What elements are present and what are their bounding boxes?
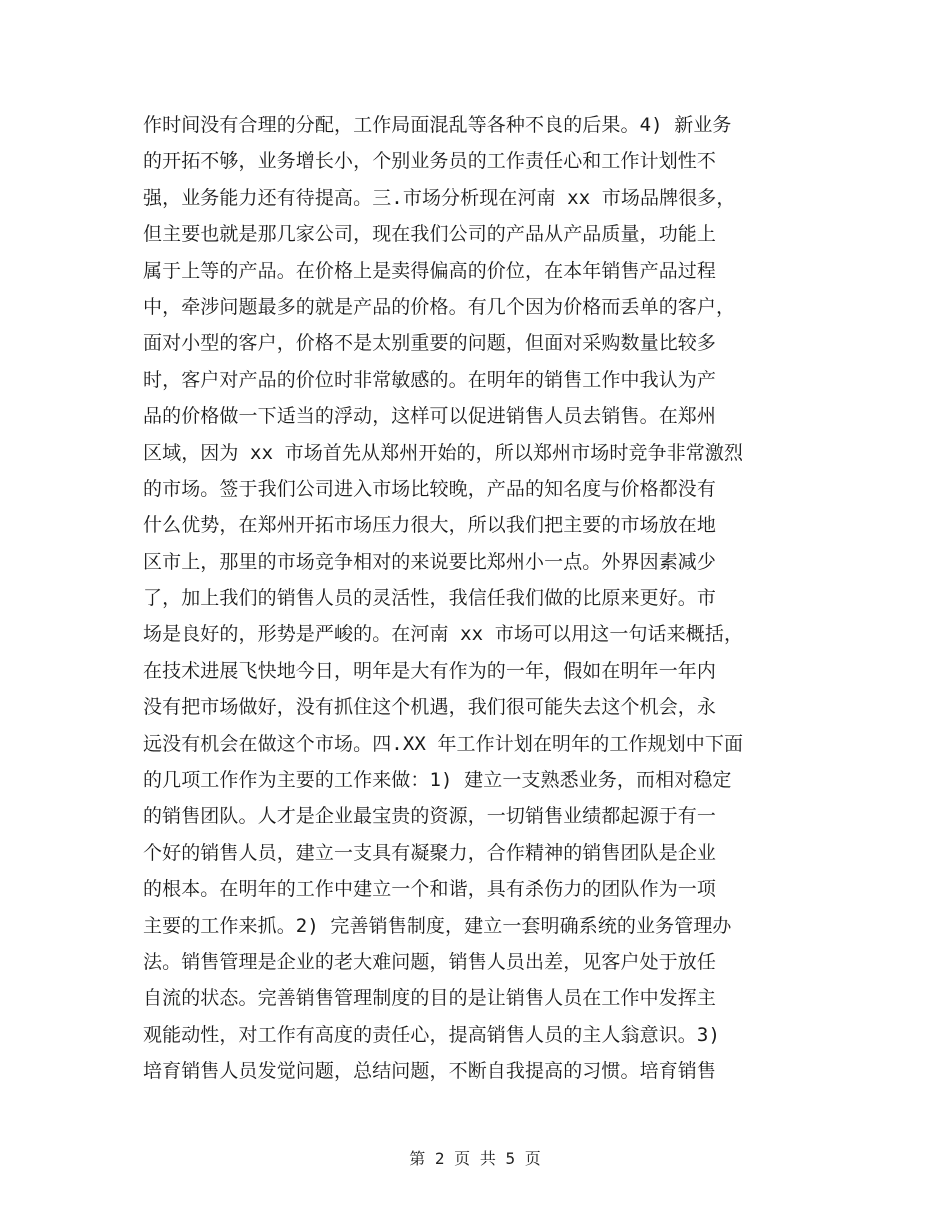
text-line: 远没有机会在做这个市场。四.XX 年工作计划在明年的工作规划中下面 — [143, 732, 744, 755]
text-line: 区域，因为 xx 市场首先从郑州开始的，所以郑州市场时竞争非常激烈 — [143, 441, 744, 464]
text-line: 了，加上我们的销售人员的灵活性，我信任我们做的比原来更好。市 — [143, 587, 717, 610]
text-line: 法。销售管理是企业的老大难问题，销售人员出差，见客户处于放任 — [143, 950, 717, 973]
page-number-footer: 第 2 页 共 5 页 — [409, 1149, 541, 1168]
text-line: 的市场。签于我们公司进入市场比较晚，产品的知名度与价格都没有 — [143, 477, 717, 500]
document-body — [143, 107, 808, 1090]
text-line: 在技术进展飞快地今日，明年是大有作为的一年，假如在明年一年内 — [143, 659, 717, 682]
text-line: 但主要也就是那几家公司，现在我们公司的产品从产品质量，功能上 — [143, 223, 717, 246]
text-line: 的几项工作作为主要的工作来做：1) 建立一支熟悉业务，而相对稳定 — [143, 769, 732, 792]
text-line: 自流的状态。完善销售管理制度的目的是让销售人员在工作中发挥主 — [143, 987, 717, 1010]
text-line: 主要的工作来抓。2) 完善销售制度，建立一套明确系统的业务管理办 — [143, 914, 732, 937]
text-line: 的开拓不够，业务增长小，个别业务员的工作责任心和工作计划性不 — [143, 150, 717, 173]
text-line: 作时间没有合理的分配，工作局面混乱等各种不良的后果。4) 新业务 — [143, 114, 732, 136]
text-line: 品的价格做一下适当的浮动，这样可以促进销售人员去销售。在郑州 — [143, 405, 717, 428]
text-line: 面对小型的客户，价格不是太别重要的问题，但面对采购数量比较多 — [143, 332, 717, 355]
text-line: 什么优势，在郑州开拓市场压力很大，所以我们把主要的市场放在地 — [143, 514, 717, 537]
text-line: 没有把市场做好，没有抓住这个机遇，我们很可能失去这个机会，永 — [143, 696, 717, 719]
text-line: 区市上，那里的市场竞争相对的来说要比郑州小一点。外界因素减少 — [143, 550, 717, 573]
text-line: 属于上等的产品。在价格上是卖得偏高的价位，在本年销售产品过程 — [143, 259, 717, 282]
text-line: 的销售团队。人才是企业最宝贵的资源，一切销售业绩都起源于有一 — [143, 805, 717, 828]
text-line: 强，业务能力还有待提高。三.市场分析现在河南 xx 市场品牌很多， — [143, 186, 736, 209]
text-line: 培育销售人员发觉问题，总结问题，不断自我提高的习惯。培育销售 — [143, 1060, 717, 1083]
text-line: 中，牵涉问题最多的就是产品的价格。有几个因为价格而丢单的客户， — [143, 295, 736, 318]
text-line: 的根本。在明年的工作中建立一个和谐，具有杀伤力的团队作为一项 — [143, 878, 717, 901]
text-line: 个好的销售人员，建立一支具有凝聚力，合作精神的销售团队是企业 — [143, 841, 717, 864]
text-line: 时，客户对产品的价位时非常敏感的。在明年的销售工作中我认为产 — [143, 368, 717, 391]
text-line: 场是良好的，形势是严峻的。在河南 xx 市场可以用这一句话来概括， — [143, 623, 744, 646]
text-line: 观能动性，对工作有高度的责任心，提高销售人员的主人翁意识。3) — [143, 1023, 720, 1046]
